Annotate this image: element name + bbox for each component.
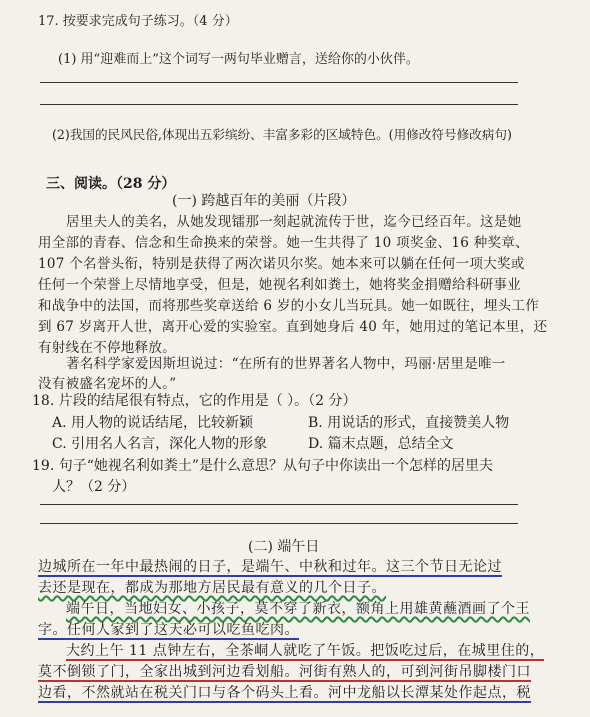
- passage2-line-text: 边看，不然就站在税关门口与各个码头上看。河中龙船以长潭某处作起点，税: [38, 685, 531, 701]
- passage2-line: [66, 640, 544, 660]
- passage2-line: [66, 598, 530, 618]
- quote-line: 没有被盛名宠坏的人。”: [38, 376, 177, 392]
- passage-line: 有射线在不停地释放。: [38, 340, 176, 356]
- answer-line: [40, 104, 518, 105]
- passage2-line: [38, 619, 299, 639]
- q18-title: 18. 片段的结尾很有特点，它的作用是（ ）。（2 分）: [32, 393, 357, 409]
- passage-line: 居里夫人的美名，从她发现镭那一刻起就流传于世，迄今已经百年。这是她: [66, 214, 522, 230]
- passage2-line: [38, 556, 502, 576]
- q18-option-c: C. 引用名人名言，深化人物的形象: [52, 436, 268, 452]
- passage-line: 107 个名誉头衔，特别是获得了两次诺贝尔奖。她本来可以躺在任何一项大奖或: [38, 256, 525, 272]
- answer-line: [40, 82, 518, 83]
- q17-sub2: (2)我国的民风民俗,体现出五彩缤纷、丰富多彩的区域特色。(用修改符号修改病句): [52, 127, 512, 142]
- q18-option-d: D. 篇末点题，总结全文: [308, 436, 454, 452]
- passage2-line: [38, 661, 531, 681]
- passage2-line: [38, 577, 386, 597]
- q19-line1: 19. 句子“她视名利如粪土”是什么意思？从句子中你读出一个怎样的居里夫: [32, 458, 494, 474]
- passage-line: 用全部的青春、信念和生命换来的荣誉。她一生共得了 10 项奖金、16 种奖章、: [38, 235, 529, 251]
- passage2-line-text: 字。任何人家到了这天必可以吃鱼吃肉。: [38, 622, 299, 638]
- q18-option-b: B. 用说话的形式，直接赞美人物: [308, 415, 510, 431]
- section-title: 三、阅读。（28 分）: [46, 176, 176, 192]
- passage2-line-text: 边城所在一年中最热闹的日子，是端午、中秋和过年。这三个节日无论过: [38, 559, 502, 575]
- passage-line: 和战争中的法国，而将那些奖章送给 6 岁的小女儿当玩具。她一如既往，埋头工作: [38, 298, 540, 314]
- q17-sub1: (1) 用“迎难而上”这个词写一两句毕业赠言，送给你的小伙伴。: [58, 52, 419, 67]
- q17-title: 17. 按要求完成句子练习。（4 分）: [38, 14, 238, 29]
- q19-line2: 人？（2 分）: [52, 479, 136, 495]
- passage2-line: [38, 682, 531, 702]
- passage2-title: (二) 端午日: [248, 539, 320, 555]
- quote-line: 著名科学家爱因斯坦说过：“在所有的世界著名人物中，玛丽·居里是唯一: [66, 356, 506, 372]
- passage-title: (一) 跨越百年的美丽（片段）: [172, 193, 356, 209]
- answer-line: [40, 504, 518, 505]
- q18-option-a: A. 用人物的说话结尾，比较新颖: [52, 415, 254, 431]
- passage-line: 到 67 岁离开人世，离开心爱的实验室。直到她身后 40 年，她用过的笔记本里，还: [38, 319, 548, 335]
- answer-line: [40, 523, 518, 524]
- passage2-line-text: 大约上午 11 点钟左右，全茶峒人就吃了午饭。把饭吃过后，在城里住的，: [66, 643, 545, 659]
- passage2-line-text: 端午日，当地妇女、小孩子，莫不穿了新衣，额角上用雄黄蘸酒画了个王: [66, 601, 530, 617]
- passage2-line-text: 去还是现在，都成为那地方居民最有意义的几个日子。: [38, 580, 386, 596]
- passage2-line-text: 莫不倒锁了门，全家出城到河边看划船。河街有熟人的，可到河街吊脚楼门口: [38, 664, 531, 680]
- passage-line: 任何一个荣誉上尽情地享受，但是，她视名利如粪土，她将奖金捐赠给科研事业: [38, 277, 521, 293]
